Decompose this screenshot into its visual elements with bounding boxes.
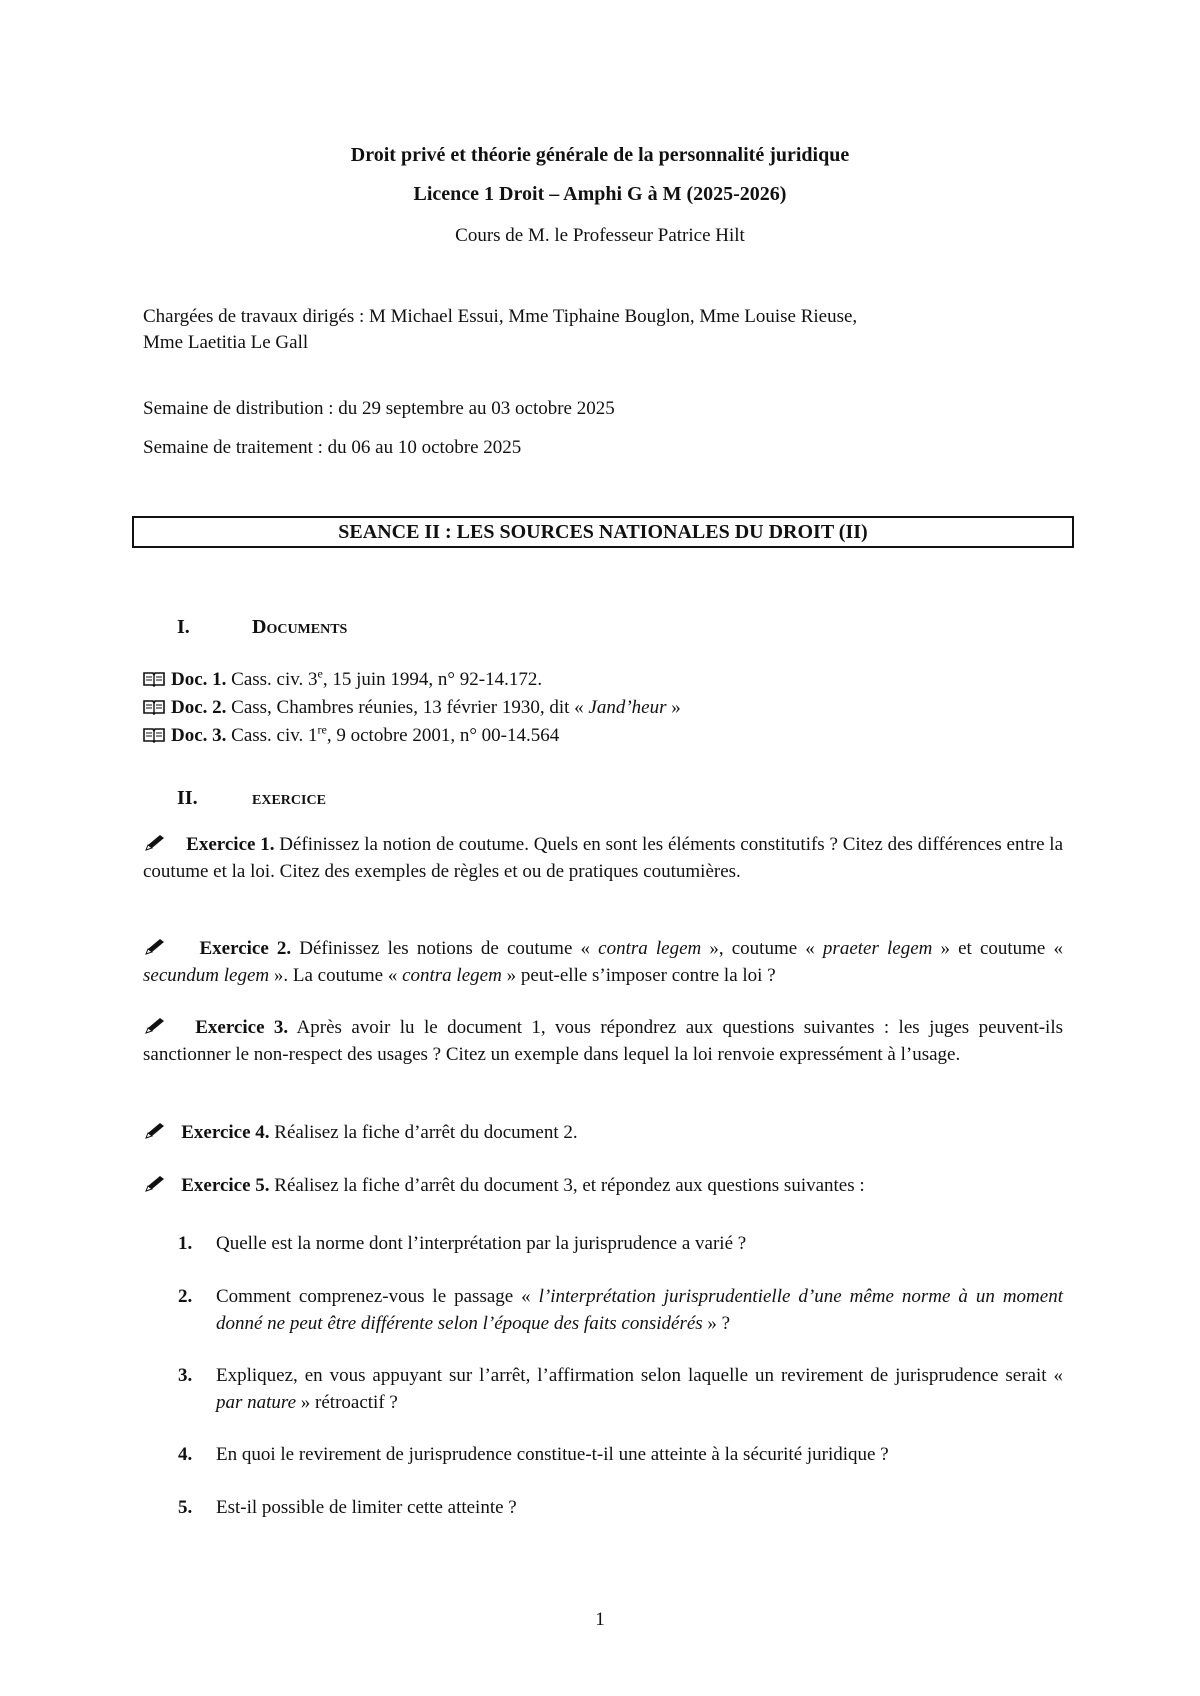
- section-documents: [177, 614, 347, 641]
- document-title: Droit privé et théorie générale de la personnalité juridique: [350, 144, 850, 166]
- section-title: Documents: [252, 616, 348, 638]
- question-5: 5. Est-il possible de limiter cette atteinte ?: [178, 1497, 517, 1518]
- book-icon: [143, 696, 165, 712]
- page-number: 1: [595, 1609, 605, 1630]
- exercise-2: Exercice 2. Définissez les notions de coutume « contra legem », coutume « praeter legem » et coutume « secundum legem ». La coutume « contra legem » peut-elle s’imposer contre la loi ?: [143, 938, 1063, 986]
- charges-line-2: Mme Laetitia Le Gall: [143, 332, 309, 353]
- document-item-2: Doc. 2. Cass, Chambres réunies, 13 février 1930, dit « Jand’heur »: [143, 694, 681, 721]
- charges-line-1: Chargées de travaux dirigés : M Michael Essui, Mme Tiphaine Bouglon, Mme Louise Rieuse,: [143, 306, 858, 327]
- book-icon: [143, 724, 165, 740]
- question-1: 1. Quelle est la norme dont l’interprétation par la jurisprudence a varié ?: [178, 1233, 747, 1254]
- distribution-week: Semaine de distribution : du 29 septembre au 03 octobre 2025: [143, 398, 615, 419]
- treatment-week: Semaine de traitement : du 06 au 10 octobre 2025: [143, 437, 522, 458]
- question-2: 2. Comment comprenez-vous le passage « l’interprétation jurisprudentielle d’une même norme à un moment donné ne peut être différente selon l’époque des faits considérés » ?: [178, 1286, 1063, 1334]
- section-exercice: [177, 785, 326, 812]
- exercise-3: Exercice 3. Après avoir lu le document 1, vous répondrez aux questions suivantes : les juges peuvent-ils sanctionner le non-respect des usages ? Citez un exemple dans lequel la loi renvoie expressément à l’usage.: [143, 1017, 1064, 1065]
- pencil-icon: [143, 1121, 167, 1141]
- seance-title: SEANCE II : LES SOURCES NATIONALES DU DROIT (II): [132, 516, 1074, 548]
- pencil-icon: [143, 1174, 167, 1194]
- pencil-icon: [143, 1016, 167, 1036]
- course-line: Cours de M. le Professeur Patrice Hilt: [455, 225, 745, 246]
- book-icon: [143, 668, 165, 684]
- document-item-3: Doc. 3. Cass. civ. 1re, 9 octobre 2001, n° 00-14.564: [143, 722, 559, 749]
- exercise-1: Exercice 1. Définissez la notion de coutume. Quels en sont les éléments constitutifs ? Citez des différences entre la coutume et la loi. Citez des exemples de règles et ou de pratiques coutumières.: [143, 834, 1064, 882]
- question-4: 4. En quoi le revirement de jurisprudence constitue-t-il une atteinte à la sécurité juridique ?: [178, 1444, 889, 1465]
- question-3: 3. Expliquez, en vous appuyant sur l’arrêt, l’affirmation selon laquelle un revirement de jurisprudence serait « par nature » rétroactif ?: [178, 1365, 1063, 1413]
- document-subtitle: Licence 1 Droit – Amphi G à M (2025-2026): [413, 183, 787, 205]
- exercise-5: Exercice 5. Réalisez la fiche d’arrêt du document 3, et répondez aux questions suivantes :: [143, 1171, 1063, 1199]
- section-number: II.: [177, 787, 198, 809]
- exercise-4: Exercice 4. Réalisez la fiche d’arrêt du document 2.: [143, 1118, 1063, 1146]
- section-number: I.: [177, 616, 190, 638]
- document-item-1: Doc. 1. Cass. civ. 3e, 15 juin 1994, n° 92-14.172.: [143, 666, 542, 693]
- pencil-icon: [143, 833, 167, 853]
- section-title: exercice: [252, 787, 326, 809]
- pencil-icon: [143, 937, 167, 957]
